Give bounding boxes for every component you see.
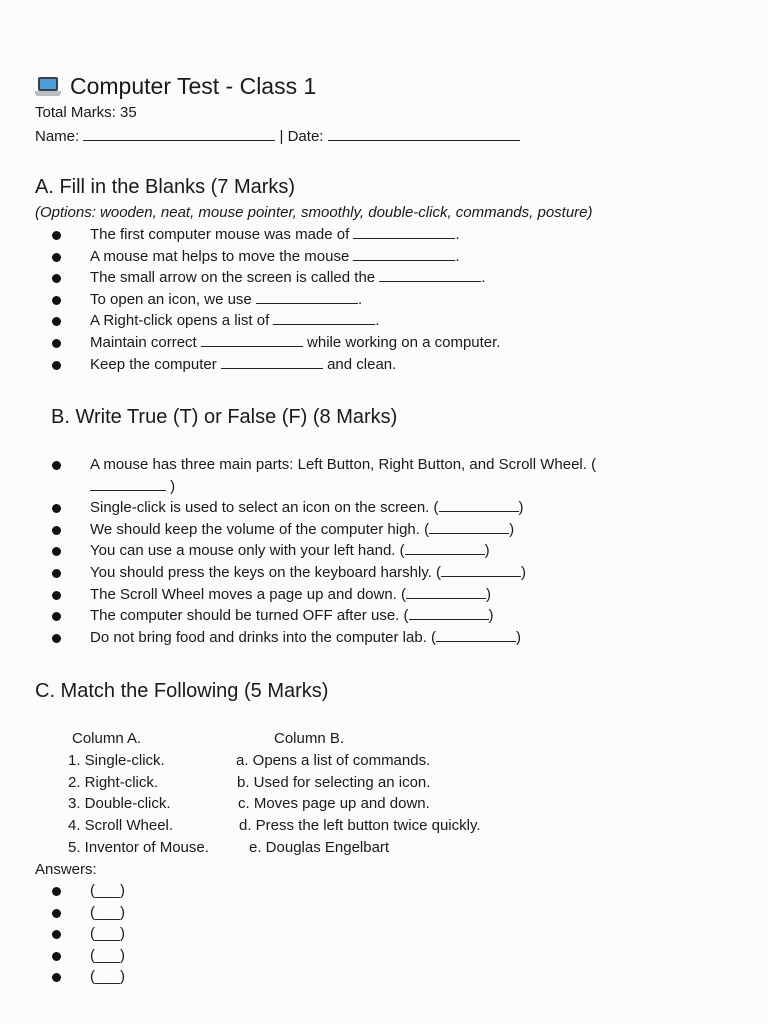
bullet-icon	[52, 526, 61, 535]
answers-label: Answers:	[35, 861, 97, 878]
bullet-icon	[52, 887, 61, 896]
answer-blank[interactable]	[406, 584, 486, 599]
answer-blank[interactable]	[273, 310, 375, 325]
list-item[interactable]: (___)	[35, 880, 125, 902]
total-marks	[35, 104, 137, 121]
page-title-text: Computer Test - Class 1	[70, 73, 317, 99]
list-item: The Scroll Wheel moves a page up and down. ( )	[35, 584, 596, 606]
list-item: We should keep the volume of the computer high. ( )	[35, 519, 596, 541]
date-label: | Date:	[279, 128, 328, 145]
answer-blank[interactable]	[201, 332, 303, 347]
bullet-icon	[52, 952, 61, 961]
match-a-2: 2. Right-click.	[68, 774, 159, 791]
match-a-4: 4. Scroll Wheel.	[68, 817, 174, 834]
answer-blank[interactable]	[256, 289, 358, 304]
bullet-icon	[52, 569, 61, 578]
section-c-heading: C. Match the Following (5 Marks)	[35, 680, 329, 702]
list-item: A Right-click opens a list of .	[35, 310, 500, 332]
section-a-list	[35, 224, 500, 375]
page-title	[35, 73, 316, 100]
bullet-icon	[52, 591, 61, 600]
answer-blank[interactable]	[221, 354, 323, 369]
answer-blank[interactable]	[439, 497, 519, 512]
total-marks-value: 35	[120, 104, 137, 121]
list-item[interactable]: (___)	[35, 945, 125, 967]
bullet-icon	[52, 317, 61, 326]
column-a-header: Column A.	[72, 730, 142, 747]
list-item: Maintain correct while working on a computer.	[35, 332, 500, 354]
list-item: You can use a mouse only with your left hand. ( )	[35, 540, 596, 562]
answer-blank[interactable]	[379, 267, 481, 282]
bullet-icon	[52, 547, 61, 556]
list-item: To open an icon, we use .	[35, 289, 500, 311]
section-a-options: (Options: wooden, neat, mouse pointer, smoothly, double-click, commands, posture)	[35, 204, 593, 221]
bullet-icon	[52, 253, 61, 262]
list-item[interactable]: (___)	[35, 923, 125, 945]
match-a-5: 5. Inventor of Mouse.	[68, 839, 209, 856]
answer-blank[interactable]	[353, 224, 455, 239]
match-b-1: a. Opens a list of commands.	[236, 752, 431, 769]
list-item: A mouse mat helps to move the mouse .	[35, 246, 500, 268]
date-blank[interactable]	[328, 126, 520, 141]
bullet-icon	[52, 461, 61, 470]
laptop-icon	[35, 77, 61, 97]
match-a-1: 1. Single-click.	[68, 752, 165, 769]
answer-blank[interactable]	[405, 540, 485, 555]
name-blank[interactable]	[83, 126, 275, 141]
match-b-4: d. Press the left button twice quickly.	[239, 817, 481, 834]
list-item: )	[35, 476, 596, 498]
list-item: Keep the computer and clean.	[35, 354, 500, 376]
list-item: Single-click is used to select an icon on the screen. ( )	[35, 497, 596, 519]
bullet-icon	[52, 274, 61, 283]
list-item: You should press the keys on the keyboard harshly. ( )	[35, 562, 596, 584]
answer-blank[interactable]	[429, 519, 509, 534]
list-item: A mouse has three main parts: Left Button, Right Button, and Scroll Wheel. (	[35, 454, 596, 476]
bullet-icon	[52, 504, 61, 513]
match-b-3: c. Moves page up and down.	[238, 795, 430, 812]
section-a-heading: A. Fill in the Blanks (7 Marks)	[35, 176, 296, 198]
bullet-icon	[52, 612, 61, 621]
bullet-icon	[52, 634, 61, 643]
bullet-icon	[52, 361, 61, 370]
match-b-5: e. Douglas Engelbart	[249, 839, 390, 856]
list-item: The small arrow on the screen is called the .	[35, 267, 500, 289]
list-item: The first computer mouse was made of .	[35, 224, 500, 246]
answer-blank[interactable]	[441, 562, 521, 577]
list-item: Do not bring food and drinks into the computer lab. ( )	[35, 627, 596, 649]
bullet-icon	[52, 339, 61, 348]
name-label: Name:	[35, 128, 84, 145]
bullet-icon	[52, 296, 61, 305]
list-item[interactable]: (___)	[35, 902, 125, 924]
match-a-3: 3. Double-click.	[68, 795, 171, 812]
answer-blank[interactable]	[409, 605, 489, 620]
list-item: The computer should be turned OFF after use. ( )	[35, 605, 596, 627]
bullet-icon	[52, 231, 61, 240]
answer-blank[interactable]	[353, 246, 455, 261]
answers-list	[35, 880, 125, 988]
name-date-line	[35, 126, 520, 145]
answer-blank[interactable]	[90, 476, 166, 491]
match-b-2: b. Used for selecting an icon.	[237, 774, 431, 791]
answer-blank[interactable]	[436, 627, 516, 642]
section-b-list	[35, 454, 596, 648]
total-marks-label: Total Marks:	[35, 104, 116, 121]
section-b-heading: B. Write True (T) or False (F) (8 Marks)	[51, 406, 398, 428]
list-item[interactable]: (___)	[35, 966, 125, 988]
bullet-icon	[52, 973, 61, 982]
column-b-header: Column B.	[274, 730, 345, 747]
bullet-icon	[52, 909, 61, 918]
bullet-icon	[52, 930, 61, 939]
